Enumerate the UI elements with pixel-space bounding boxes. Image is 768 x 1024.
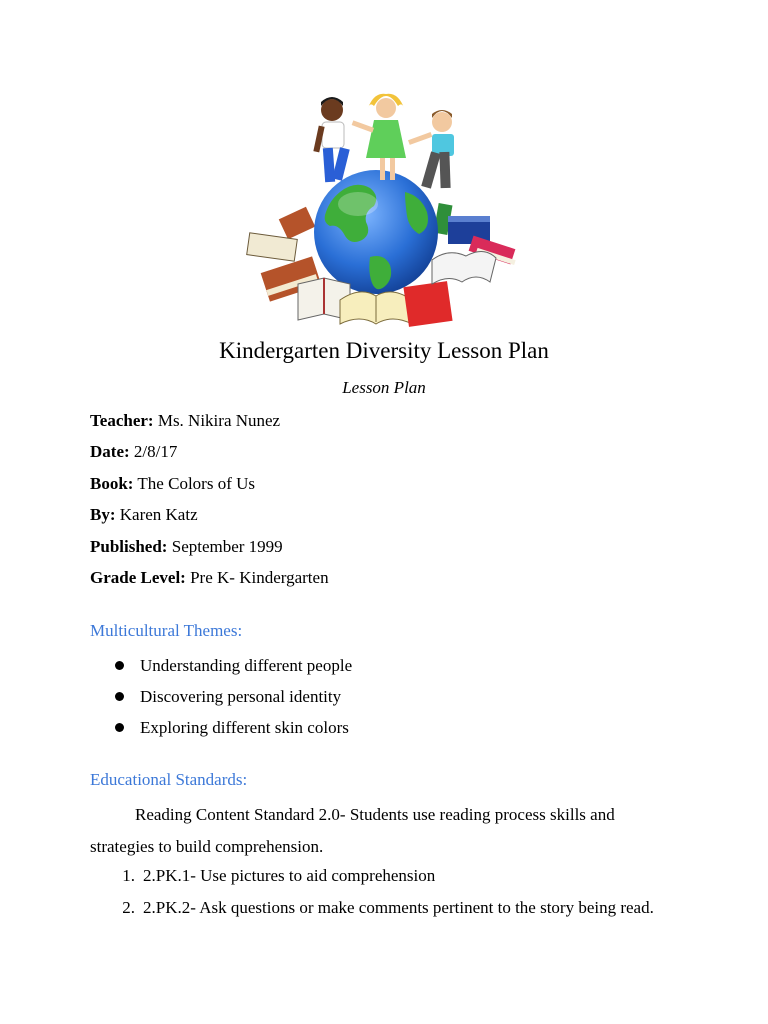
field-grade-level — [90, 562, 690, 593]
field-book — [90, 468, 690, 499]
standards-list — [90, 860, 710, 923]
field-published — [90, 531, 690, 562]
list-item — [90, 860, 710, 892]
field-value: September 1999 — [171, 536, 283, 556]
themes-list — [110, 650, 670, 743]
illustration-icon — [240, 92, 530, 332]
field-label: Published: — [90, 536, 168, 556]
list-item — [90, 892, 710, 924]
field-value: Karen Katz — [119, 505, 198, 525]
list-item-text: Understanding different people — [140, 656, 353, 675]
list-item — [110, 681, 670, 712]
lesson-details — [90, 405, 690, 593]
list-item — [110, 712, 670, 743]
list-item-text: Exploring different skin colors — [140, 718, 349, 737]
list-number: 1. — [122, 866, 135, 885]
field-value: Pre K- Kindergarten — [190, 568, 329, 588]
field-label: Date: — [90, 442, 130, 462]
field-date — [90, 436, 690, 467]
field-teacher — [90, 405, 690, 436]
field-value: 2/8/17 — [133, 442, 178, 462]
list-item-text: Discovering personal identity — [140, 687, 342, 706]
list-item — [110, 650, 670, 681]
bullet-icon — [115, 692, 124, 701]
standard-intro — [90, 799, 680, 862]
field-author — [90, 499, 690, 530]
list-number: 2. — [122, 897, 135, 917]
document-title: Kindergarten Diversity Lesson Plan — [219, 338, 549, 363]
globe-kids-books-illustration — [240, 92, 530, 332]
themes-heading: Multicultural Themes: — [90, 621, 243, 640]
bullet-icon — [115, 723, 124, 732]
field-label: Grade Level: — [90, 568, 186, 588]
field-label: Book: — [90, 473, 134, 493]
field-value: Ms. Nikira Nunez — [157, 411, 281, 430]
standard-intro-line: strategies to build comprehension. — [90, 836, 324, 856]
field-label: By: — [90, 505, 116, 525]
standards-heading: Educational Standards: — [90, 770, 248, 789]
standard-intro-line: Reading Content Standard 2.0- Students use reading process skills and — [135, 805, 615, 824]
list-item-text: 2.PK.2- Ask questions or make comments pertinent to the story being read. — [143, 897, 654, 917]
field-label: Teacher: — [90, 411, 154, 430]
list-item-text: 2.PK.1- Use pictures to aid comprehension — [143, 866, 436, 885]
document-subtitle: Lesson Plan — [342, 378, 426, 397]
field-value: The Colors of Us — [137, 473, 255, 493]
kids-group — [313, 94, 454, 189]
bullet-icon — [115, 661, 124, 670]
